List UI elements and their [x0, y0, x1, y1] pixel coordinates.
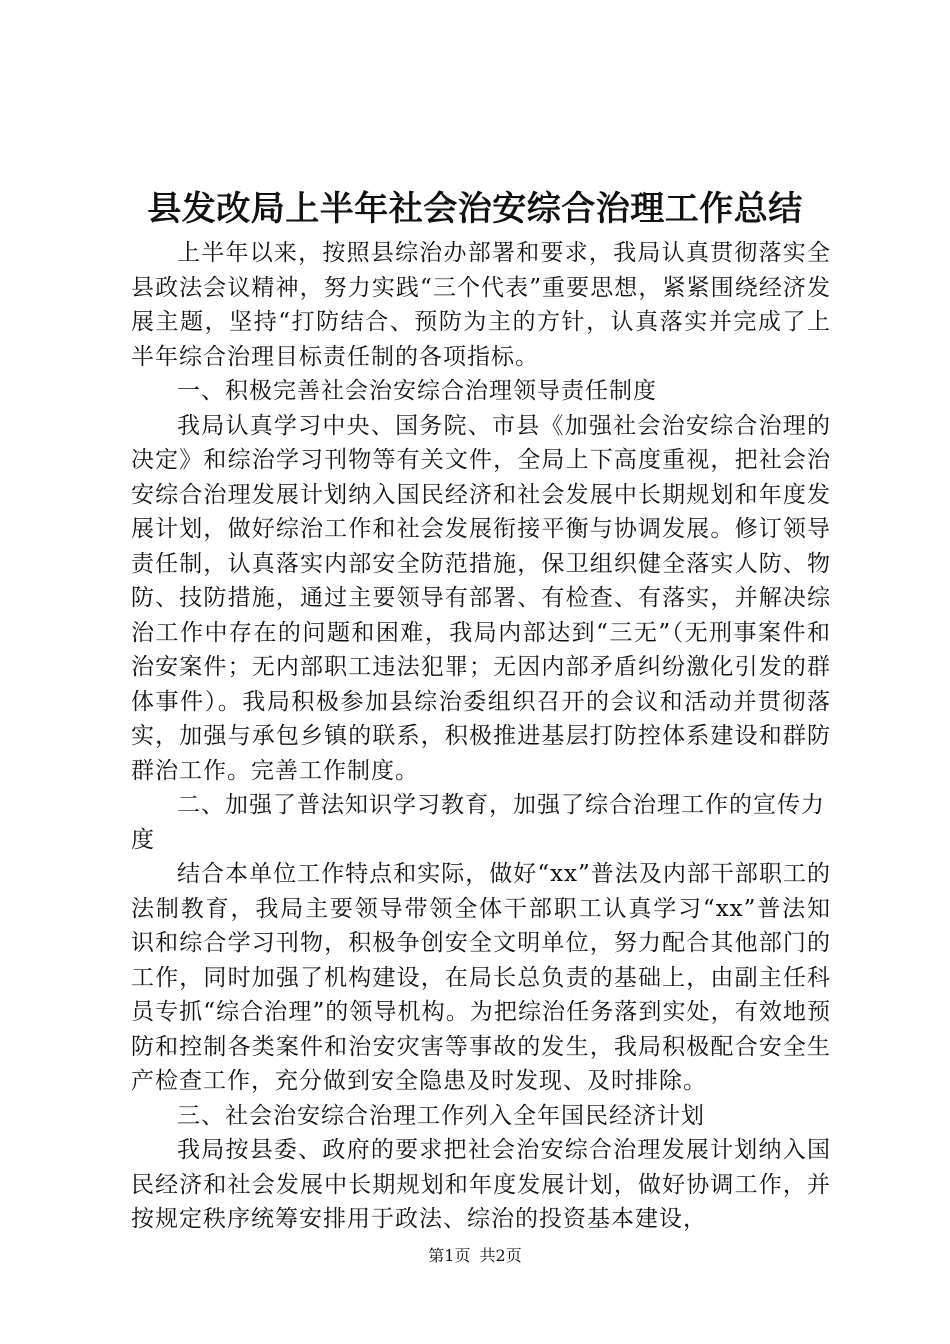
page-number: 第1页	[428, 1246, 471, 1265]
document-body	[131, 236, 831, 1237]
section-3-paragraph: 我局按县委、政府的要求把社会治安综合治理发展计划纳入国民经济和社会发展中长期规划和年度发展计划，做好协调工作，并按规定秩序统筹安排用于政法、综治的投资基本建设，	[131, 1137, 831, 1232]
section-2-paragraph: 结合本单位工作特点和实际，做好“xx”普法及内部干部职工的法制教育，我局主要领导带领全体干部职工认真学习“xx”普法知识和综合学习刊物，积极争创安全文明单位，努力配合其他部门的工作，同时加强了机构建设，在局长总负责的基础上，由副主任科员专抓“综合治理”的领导机构。为把综治任务落到实处，有效地预防和控制各类案件和治安灾害等事故的发生，我局积极配合安全生产检查工作，充分做到安全隐患及时发现、及时排除。	[131, 861, 831, 1094]
document-title: 县发改局上半年社会治安综合治理工作总结	[147, 189, 803, 229]
section-3-heading: 三、社会治安综合治理工作列入全年国民经济计划	[177, 1102, 705, 1129]
section-1-heading: 一、积极完善社会治安综合治理领导责任制度	[177, 378, 657, 404]
section-2-heading: 二、加强了普法知识学习教育，加强了综合治理工作的宣传力度	[131, 792, 825, 853]
intro-paragraph: 上半年以来，按照县综治办部署和要求，我局认真贯彻落实全县政法会议精神，努力实践“三个代表”重要思想，紧紧围绕经济发展主题，坚持“打防结合、预防为主的方针，认真落实并完成了上半年综合治理目标责任制的各项指标。	[131, 240, 831, 370]
page-footer	[0, 1244, 950, 1268]
page-total: 共2页	[479, 1246, 522, 1265]
section-1-paragraph: 我局认真学习中央、国务院、市县《加强社会治安综合治理的决定》和综治学习刊物等有关文件，全局上下高度重视，把社会治安综合治理发展计划纳入国民经济和社会发展中长期规划和年度发展计划，做好综治工作和社会发展衔接平衡与协调发展。修订领导责任制，认真落实内部安全防范措施，保卫组织健全落实人防、物防、技防措施，通过主要领导有部署、有检查、有落实，并解决综治工作中存在的问题和困难，我局内部达到“三无”（无刑事案件和治安案件；无内部职工违法犯罪；无因内部矛盾纠纷激化引发的群体事件）。我局积极参加县综治委组织召开的会议和活动并贯彻落实，加强与承包乡镇的联系，积极推进基层打防控体系建设和群防群治工作。完善工作制度。	[131, 412, 831, 784]
